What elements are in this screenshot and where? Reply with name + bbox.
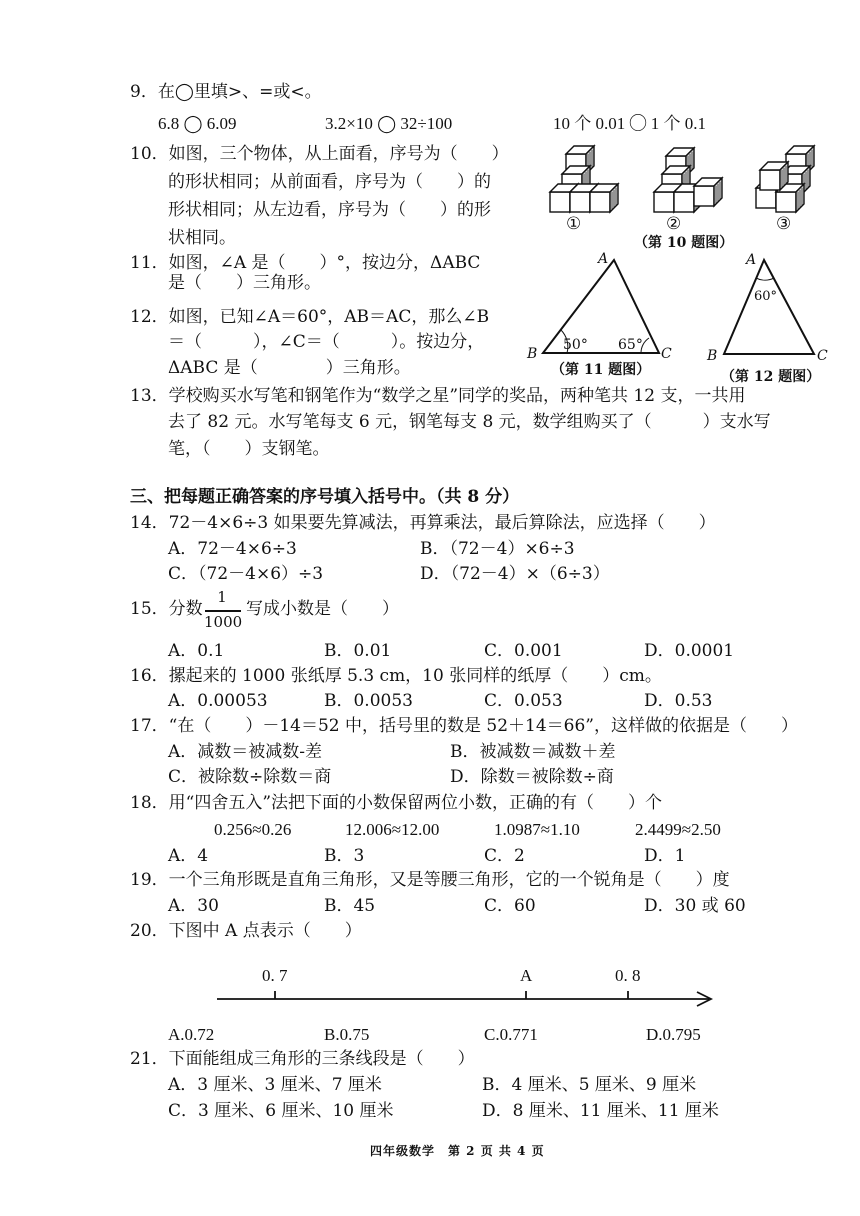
q16-option-c: C．0.053 [484, 691, 563, 711]
q12-vertex-a: A [746, 252, 757, 268]
q17-option-a: A．减数＝被减数-差 [168, 742, 323, 762]
q11-caption: （第 11 题图） [551, 362, 651, 378]
q21-option-d: D．8 厘米、11 厘米、11 厘米 [482, 1101, 719, 1121]
q14-stem: 14．72－4×6÷3 如果要先算减法，再算乘法，最后算除法，应选择（ ） [130, 513, 716, 533]
q18-option-d: D．1 [644, 846, 686, 866]
q16-option-a: A．0.00053 [168, 691, 268, 711]
q11-line-2: 是（ ）三角形。 [168, 273, 321, 293]
q13-line-1: 13．学校购买水写笔和钢笔作为“数学之星”同学的奖品，两种笔共 12 支，一共用 [130, 386, 746, 406]
q18-option-b: B．3 [324, 846, 365, 866]
q10-line-3: 形状相同；从左边看，序号为（ ）的形 [168, 200, 491, 220]
q15-denominator: 1000 [204, 613, 243, 631]
q11-line-1: 11．如图，∠A 是（ ）°，按边分，ΔABC [130, 253, 481, 273]
q20-axis-point-a: A [520, 966, 533, 985]
q20-option-d: D.0.795 [646, 1025, 701, 1044]
q19-option-b: B．45 [324, 896, 376, 916]
q11-angle-c: 65° [618, 337, 643, 353]
q11-vertex-b: B [527, 346, 538, 362]
section-3-heading: 三、把每题正确答案的序号填入括号中。（共 8 分） [130, 487, 520, 507]
q15-fraction-bar [205, 610, 241, 612]
q10-line-1: 10．如图，三个物体，从上面看，序号为（ ） [130, 144, 509, 164]
q20-option-a: A.0.72 [168, 1025, 215, 1044]
q19-option-a: A．30 [168, 896, 219, 916]
q18-option-a: A．4 [168, 846, 209, 866]
q21-option-b: B．4 厘米、5 厘米、9 厘米 [482, 1075, 697, 1095]
q20-axis-label-left: 0. 7 [262, 966, 288, 985]
q17-stem: 17．“在（ ）－14＝52 中，括号里的数是 52＋14＝66”，这样做的依据是（ ） [130, 716, 798, 736]
q12-vertex-c: C [817, 348, 828, 364]
q15-option-d: D．0.0001 [644, 641, 735, 661]
q18-option-c: C．2 [484, 846, 525, 866]
q15-option-a: A．0.1 [168, 641, 225, 661]
q10-caption: （第 10 题图） [634, 235, 734, 251]
q15-stem-b: 写成小数是（ ） [246, 599, 399, 619]
q13-line-3: 笔，（ ）支钢笔。 [168, 439, 330, 459]
q15-stem-a: 15．分数 [130, 599, 203, 619]
q14-option-d: D．（72－4）×（6÷3） [420, 564, 610, 584]
q12-angle-a: 60° [754, 289, 778, 304]
q14-option-b: B．（72－4）×6÷3 [420, 539, 575, 559]
q12-vertex-b: B [707, 348, 718, 364]
q10-shape-2 [654, 148, 722, 212]
q18-item-4: 2.4499≈2.50 [635, 820, 721, 839]
q15-option-b: B．0.01 [324, 641, 392, 661]
q11-vertex-a: A [598, 251, 609, 267]
q14-option-c: C．（72－4×6）÷3 [168, 564, 324, 584]
q10-label-1: ① [566, 214, 582, 234]
q21-option-a: A．3 厘米、3 厘米、7 厘米 [168, 1075, 382, 1095]
q20-number-line [215, 985, 715, 1015]
q20-stem: 20．下图中 A 点表示（ ） [130, 921, 362, 941]
q10-label-3: ③ [776, 214, 792, 234]
q20-option-c: C.0.771 [484, 1025, 538, 1044]
q17-option-b: B．被减数＝减数＋差 [450, 742, 616, 762]
q19-stem: 19．一个三角形既是直角三角形，又是等腰三角形，它的一个锐角是（ ）度 [130, 870, 730, 890]
q10-line-2: 的形状相同；从前面看，序号为（ ）的 [168, 172, 491, 192]
q12-line-3: ΔABC 是（ ）三角形。 [168, 358, 411, 378]
q19-option-d: D．30 或 60 [644, 896, 746, 916]
q18-item-2: 12.006≈12.00 [345, 820, 440, 839]
q9-item-3: 10 个 0.01 ◯ 1 个 0.1 [553, 114, 706, 133]
q9-stem: 9．在◯里填>、=或<。 [130, 82, 322, 102]
page-footer: 四年级数学 第 2 页 共 4 页 [370, 1144, 545, 1158]
q17-option-d: D．除数＝被除数÷商 [450, 767, 614, 787]
q9-item-1: 6.8 ◯ 6.09 [158, 114, 237, 133]
q16-option-b: B．0.0053 [324, 691, 413, 711]
q10-label-2: ② [666, 214, 682, 234]
q21-stem: 21．下面能组成三角形的三条线段是（ ） [130, 1049, 475, 1069]
q13-line-2: 去了 82 元。水写笔每支 6 元，钢笔每支 8 元，数学组购买了（ ）支水写 [168, 412, 771, 432]
q18-item-1: 0.256≈0.26 [214, 820, 292, 839]
q10-shape-3 [756, 146, 814, 212]
q12-line-2: ＝（ ），∠C＝（ ）。按边分， [168, 332, 485, 352]
q15-numerator: 1 [217, 588, 227, 606]
q17-option-c: C．被除数÷除数＝商 [168, 767, 332, 787]
q11-angle-b: 50° [563, 337, 588, 353]
q16-option-d: D．0.53 [644, 691, 713, 711]
q12-triangle [710, 248, 830, 373]
q15-option-c: C．0.001 [484, 641, 563, 661]
q18-stem: 18．用“四舍五入”法把下面的小数保留两位小数，正确的有（ ）个 [130, 793, 663, 813]
q19-option-c: C．60 [484, 896, 536, 916]
q20-axis-label-right: 0. 8 [615, 966, 641, 985]
q10-shape-1 [550, 146, 618, 212]
q11-vertex-c: C [661, 346, 672, 362]
q21-option-c: C．3 厘米、6 厘米、10 厘米 [168, 1101, 394, 1121]
q16-stem: 16．摞起来的 1000 张纸厚 5.3 cm，10 张同样的纸厚（ ）cm。 [130, 666, 662, 686]
q12-caption: （第 12 题图） [721, 369, 821, 385]
q9-item-2: 3.2×10 ◯ 32÷100 [325, 114, 453, 133]
q12-line-1: 12．如图，已知∠A＝60°，AB＝AC，那么∠B [130, 307, 490, 327]
q10-line-4: 状相同。 [168, 228, 236, 248]
q18-item-3: 1.0987≈1.10 [494, 820, 580, 839]
q20-option-b: B.0.75 [324, 1025, 370, 1044]
q14-option-a: A．72－4×6÷3 [168, 539, 297, 559]
